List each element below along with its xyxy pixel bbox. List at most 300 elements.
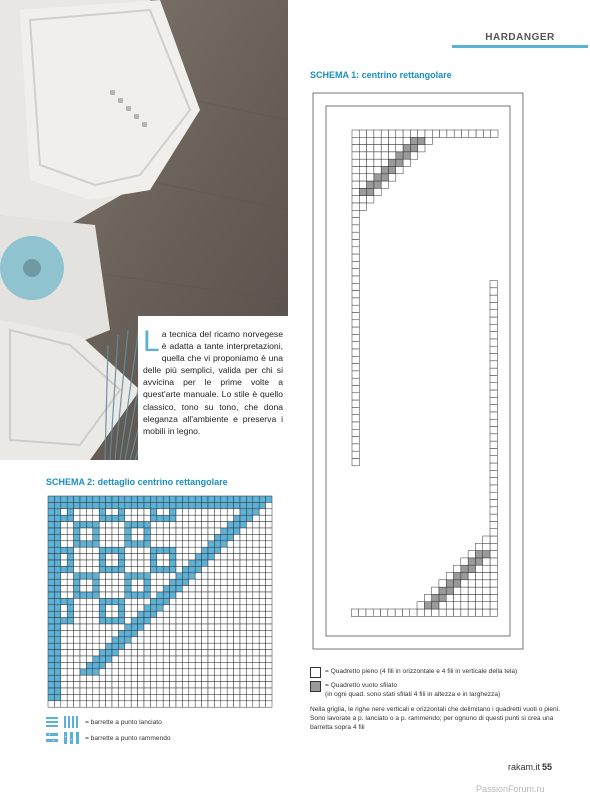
grid-cell — [93, 688, 99, 694]
grid-cell — [234, 566, 240, 572]
grid-cell — [240, 624, 246, 630]
grid-cell — [352, 444, 359, 451]
grid-cell — [99, 675, 105, 681]
grid-cell — [67, 682, 73, 688]
grid-cell — [170, 534, 176, 540]
grid-cell — [214, 566, 220, 572]
grid-note: Nella griglia, le righe nere verticali e orizzontali che delimitano i quadretti vuoti o pieni. Sono lavorate a p. lanciato o a p. rammendo; per ognuno di questi punti si crea una barretta sopra 4 fili — [310, 706, 560, 731]
grid-cell — [195, 669, 201, 675]
grid-cell — [352, 305, 359, 312]
bar-cell — [170, 579, 176, 585]
bar-cell — [195, 502, 201, 508]
grid-cell — [182, 650, 188, 656]
grid-cell — [367, 145, 374, 152]
darning-bar-icon — [46, 732, 82, 744]
grid-cell — [138, 605, 144, 611]
bar-cell — [118, 515, 124, 521]
grid-cell — [189, 701, 195, 707]
grid-cell — [195, 509, 201, 515]
grid-cell — [67, 662, 73, 668]
grid-cell — [214, 592, 220, 598]
bar-cell — [131, 618, 137, 624]
grid-cell — [214, 611, 220, 617]
bar-cell — [144, 605, 150, 611]
grid-cell — [253, 662, 259, 668]
grid-cell — [475, 587, 482, 594]
bar-cell — [67, 554, 73, 560]
grid-cell — [490, 558, 497, 565]
bar-cell — [74, 573, 80, 579]
grid-cell — [112, 624, 118, 630]
bar-cell — [74, 528, 80, 534]
grid-cell — [266, 650, 272, 656]
grid-cell — [86, 694, 92, 700]
grid-cell — [144, 566, 150, 572]
bar-cell — [138, 522, 144, 528]
bar-cell — [61, 598, 67, 604]
grid-cell — [410, 130, 417, 137]
bar-cell — [67, 605, 73, 611]
grid-cell — [74, 509, 80, 515]
grid-cell — [112, 656, 118, 662]
grid-cell — [253, 566, 259, 572]
grid-cell — [221, 701, 227, 707]
grid-cell — [352, 342, 359, 349]
grid-cell — [144, 515, 150, 521]
bar-cell — [48, 586, 54, 592]
bar-cell — [86, 502, 92, 508]
grid-cell — [112, 554, 118, 560]
grid-cell — [240, 650, 246, 656]
bar-cell — [106, 502, 112, 508]
grid-cell — [483, 587, 490, 594]
grid-cell — [163, 688, 169, 694]
grid-cell — [99, 624, 105, 630]
grid-cell — [170, 611, 176, 617]
grid-cell — [490, 317, 497, 324]
grid-cell — [86, 611, 92, 617]
bar-cell — [240, 509, 246, 515]
grid-cell — [234, 637, 240, 643]
cutwork-cell — [475, 558, 482, 565]
grid-cell — [253, 605, 259, 611]
grid-cell — [490, 295, 497, 302]
grid-cell — [461, 580, 468, 587]
bar-cell — [163, 547, 169, 553]
grid-cell — [99, 669, 105, 675]
grid-cell — [227, 509, 233, 515]
grid-cell — [490, 361, 497, 368]
grid-cell — [208, 618, 214, 624]
grid-cell — [234, 611, 240, 617]
bar-cell — [118, 643, 124, 649]
grid-cell — [202, 509, 208, 515]
grid-cell — [131, 675, 137, 681]
grid-cell — [195, 656, 201, 662]
grid-cell — [366, 609, 373, 616]
grid-cell — [112, 579, 118, 585]
grid-cell — [425, 130, 432, 137]
grid-cell — [61, 586, 67, 592]
grid-cell — [189, 675, 195, 681]
bar-cell — [54, 630, 60, 636]
grid-cell — [86, 650, 92, 656]
grid-cell — [61, 637, 67, 643]
grid-cell — [352, 364, 359, 371]
grid-cell — [125, 701, 131, 707]
grid-cell — [195, 624, 201, 630]
grid-cell — [80, 586, 86, 592]
grid-cell — [240, 586, 246, 592]
grid-cell — [214, 688, 220, 694]
grid-cell — [99, 528, 105, 534]
grid-cell — [490, 470, 497, 477]
cutwork-cell — [374, 181, 381, 188]
bar-cell — [61, 515, 67, 521]
grid-cell — [266, 701, 272, 707]
grid-cell — [182, 624, 188, 630]
grid-cell — [125, 598, 131, 604]
bar-cell — [93, 592, 99, 598]
grid-cell — [202, 637, 208, 643]
grid-cell — [61, 694, 67, 700]
grid-cell — [74, 694, 80, 700]
grid-cell — [67, 522, 73, 528]
legend-darning-bars — [46, 730, 171, 746]
grid-cell — [266, 611, 272, 617]
grid-cell — [381, 159, 388, 166]
grid-cell — [259, 675, 265, 681]
grid-cell — [118, 534, 124, 540]
grid-cell — [234, 579, 240, 585]
grid-cell — [118, 688, 124, 694]
grid-cell — [234, 541, 240, 547]
bar-cell — [86, 522, 92, 528]
bar-cell — [125, 637, 131, 643]
bar-cell — [195, 560, 201, 566]
grid-cell — [170, 701, 176, 707]
bar-cell — [93, 662, 99, 668]
grid-cell — [483, 602, 490, 609]
grid-cell — [195, 547, 201, 553]
bar-cell — [54, 554, 60, 560]
grid-cell — [163, 541, 169, 547]
grid-cell — [106, 586, 112, 592]
grid-cell — [490, 602, 497, 609]
grid-cell — [144, 637, 150, 643]
grid-cell — [176, 528, 182, 534]
bar-cell — [125, 586, 131, 592]
bar-cell — [48, 694, 54, 700]
bar-cell — [138, 541, 144, 547]
grid-cell — [352, 203, 359, 210]
bar-cell — [227, 522, 233, 528]
grid-cell — [106, 688, 112, 694]
grid-cell — [189, 515, 195, 521]
bar-cell — [208, 547, 214, 553]
grid-cell — [490, 427, 497, 434]
grid-cell — [163, 675, 169, 681]
grid-cell — [74, 560, 80, 566]
grid-cell — [138, 509, 144, 515]
grid-cell — [170, 630, 176, 636]
grid-cell — [157, 534, 163, 540]
grid-cell — [234, 592, 240, 598]
grid-cell — [144, 675, 150, 681]
bar-cell — [74, 586, 80, 592]
bar-cell — [221, 496, 227, 502]
grid-cell — [131, 509, 137, 515]
grid-cell — [266, 554, 272, 560]
grid-cell — [170, 656, 176, 662]
grid-cell — [202, 528, 208, 534]
grid-cell — [189, 643, 195, 649]
legend-empty-text: = Quadretto vuoto sfilato — [325, 682, 398, 689]
grid-cell — [227, 579, 233, 585]
grid-cell — [240, 669, 246, 675]
grid-cell — [246, 573, 252, 579]
grid-cell — [189, 694, 195, 700]
grid-cell — [176, 624, 182, 630]
grid-cell — [189, 598, 195, 604]
grid-cell — [476, 130, 483, 137]
grid-cell — [246, 662, 252, 668]
grid-cell — [490, 514, 497, 521]
grid-cell — [112, 611, 118, 617]
cutwork-cell — [454, 573, 461, 580]
grid-cell — [214, 662, 220, 668]
grid-cell — [86, 682, 92, 688]
grid-cell — [61, 682, 67, 688]
grid-cell — [80, 560, 86, 566]
bar-cell — [67, 618, 73, 624]
grid-cell — [240, 643, 246, 649]
grid-cell — [246, 688, 252, 694]
grid-cell — [144, 662, 150, 668]
grid-cell — [150, 637, 156, 643]
grid-cell — [490, 565, 497, 572]
grid-cell — [490, 463, 497, 470]
grid-cell — [138, 515, 144, 521]
grid-cell — [176, 605, 182, 611]
grid-cell — [86, 528, 92, 534]
grid-cell — [202, 611, 208, 617]
grid-cell — [67, 637, 73, 643]
grid-cell — [125, 662, 131, 668]
grid-cell — [80, 694, 86, 700]
grid-cell — [189, 586, 195, 592]
grid-cell — [227, 650, 233, 656]
grid-cell — [112, 701, 118, 707]
bar-cell — [54, 669, 60, 675]
grid-cell — [112, 682, 118, 688]
grid-cell — [112, 573, 118, 579]
bar-cell — [112, 496, 118, 502]
bar-cell — [99, 515, 105, 521]
grid-cell — [163, 701, 169, 707]
grid-cell — [468, 609, 475, 616]
grid-cell — [221, 643, 227, 649]
grid-cell — [490, 434, 497, 441]
grid-cell — [234, 694, 240, 700]
grid-cell — [240, 554, 246, 560]
grid-cell — [266, 515, 272, 521]
grid-cell — [157, 694, 163, 700]
bar-cell — [48, 682, 54, 688]
grid-cell — [253, 694, 259, 700]
bar-cell — [80, 669, 86, 675]
bar-cell — [54, 598, 60, 604]
bar-cell — [48, 509, 54, 515]
grid-cell — [131, 547, 137, 553]
bar-cell — [253, 502, 259, 508]
grid-cell — [381, 152, 388, 159]
grid-cell — [182, 598, 188, 604]
grid-cell — [461, 587, 468, 594]
grid-cell — [112, 675, 118, 681]
bar-cell — [189, 496, 195, 502]
grid-cell — [208, 509, 214, 515]
bar-cell — [125, 534, 131, 540]
grid-cell — [182, 592, 188, 598]
bar-cell — [150, 611, 156, 617]
grid-cell — [208, 560, 214, 566]
grid-cell — [195, 611, 201, 617]
grid-cell — [61, 554, 67, 560]
grid-cell — [483, 580, 490, 587]
grid-cell — [246, 656, 252, 662]
cutwork-cell — [381, 167, 388, 174]
bar-cell — [54, 624, 60, 630]
grid-cell — [86, 566, 92, 572]
grid-cell — [227, 547, 233, 553]
grid-cell — [259, 637, 265, 643]
grid-cell — [266, 547, 272, 553]
grid-cell — [61, 605, 67, 611]
grid-cell — [208, 515, 214, 521]
bar-cell — [112, 650, 118, 656]
bar-cell — [131, 541, 137, 547]
grid-cell — [490, 485, 497, 492]
bar-cell — [138, 624, 144, 630]
grid-cell — [240, 637, 246, 643]
grid-cell — [266, 637, 272, 643]
bar-cell — [54, 656, 60, 662]
grid-cell — [176, 630, 182, 636]
grid-cell — [150, 528, 156, 534]
grid-cell — [253, 611, 259, 617]
grid-cell — [461, 609, 468, 616]
grid-cell — [389, 130, 396, 137]
bar-cell — [176, 573, 182, 579]
grid-cell — [86, 515, 92, 521]
grid-cell — [253, 656, 259, 662]
grid-cell — [352, 320, 359, 327]
bar-cell — [157, 496, 163, 502]
grid-cell — [483, 130, 490, 137]
grid-cell — [67, 592, 73, 598]
grid-cell — [138, 554, 144, 560]
bar-cell — [195, 496, 201, 502]
bar-cell — [48, 669, 54, 675]
bar-cell — [106, 643, 112, 649]
grid-cell — [118, 522, 124, 528]
grid-cell — [182, 560, 188, 566]
grid-cell — [266, 534, 272, 540]
grid-cell — [125, 643, 131, 649]
grid-cell — [240, 579, 246, 585]
grid-cell — [61, 656, 67, 662]
grid-cell — [352, 247, 359, 254]
legend-satin-bars — [46, 714, 171, 730]
bar-cell — [253, 509, 259, 515]
grid-cell — [202, 618, 208, 624]
bar-cell — [150, 598, 156, 604]
grid-cell — [86, 656, 92, 662]
grid-cell — [374, 167, 381, 174]
grid-cell — [176, 637, 182, 643]
grid-cell — [490, 609, 497, 616]
grid-cell — [93, 624, 99, 630]
grid-cell — [131, 656, 137, 662]
grid-cell — [61, 579, 67, 585]
grid-cell — [67, 643, 73, 649]
grid-cell — [157, 522, 163, 528]
grid-cell — [74, 682, 80, 688]
grid-cell — [67, 541, 73, 547]
grid-cell — [157, 509, 163, 515]
grid-cell — [106, 624, 112, 630]
bar-cell — [54, 586, 60, 592]
grid-cell — [208, 528, 214, 534]
bar-cell — [214, 547, 220, 553]
grid-cell — [157, 560, 163, 566]
grid-cell — [138, 534, 144, 540]
grid-cell — [80, 701, 86, 707]
grid-cell — [227, 643, 233, 649]
bar-cell — [253, 496, 259, 502]
bar-cell — [118, 630, 124, 636]
grid-cell — [176, 509, 182, 515]
grid-cell — [138, 682, 144, 688]
grid-cell — [150, 675, 156, 681]
grid-cell — [67, 701, 73, 707]
bar-cell — [221, 541, 227, 547]
grid-cell — [490, 478, 497, 485]
bar-cell — [61, 618, 67, 624]
grid-cell — [253, 650, 259, 656]
bar-cell — [170, 547, 176, 553]
grid-cell — [80, 528, 86, 534]
grid-cell — [221, 560, 227, 566]
grid-cell — [221, 650, 227, 656]
grid-cell — [454, 130, 461, 137]
grid-cell — [131, 554, 137, 560]
grid-cell — [150, 579, 156, 585]
bar-cell — [106, 598, 112, 604]
bar-cell — [106, 547, 112, 553]
bar-cell — [48, 566, 54, 572]
grid-cell — [157, 656, 163, 662]
grid-cell — [374, 137, 381, 144]
grid-cell — [131, 528, 137, 534]
grid-cell — [138, 560, 144, 566]
bar-cell — [118, 547, 124, 553]
grid-cell — [214, 675, 220, 681]
grid-cell — [227, 662, 233, 668]
grid-cell — [125, 675, 131, 681]
grid-cell — [106, 522, 112, 528]
